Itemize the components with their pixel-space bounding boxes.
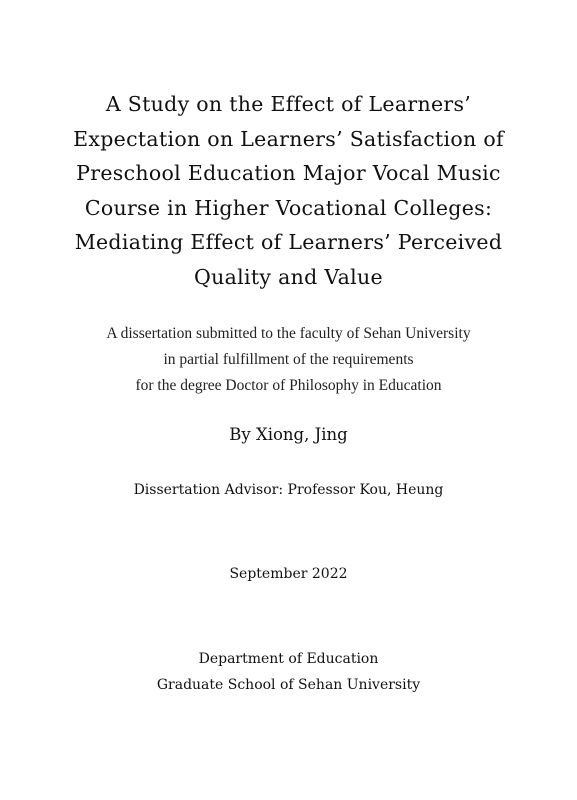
dissertation-title [0, 87, 577, 294]
title-line: Quality and Value [194, 264, 383, 289]
graduate-school-name: Graduate School of Sehan University [156, 677, 421, 693]
title-line: Course in Higher Vocational Colleges: [84, 195, 493, 220]
title-line: Expectation on Learners’ Satisfaction of [73, 126, 504, 151]
dissertation-advisor: Dissertation Advisor: Professor Kou, Heung [133, 482, 444, 498]
submission-date: September 2022 [229, 566, 348, 582]
institution-block [0, 646, 577, 698]
department-name: Department of Education [198, 651, 379, 667]
submission-line: A dissertation submitted to the faculty of Sehan University [106, 325, 471, 342]
author-name: By Xiong, Jing [229, 425, 348, 444]
submission-statement [0, 321, 577, 399]
submission-line: in partial fulfillment of the requirements [163, 351, 414, 368]
submission-line: for the degree Doctor of Philosophy in Education [135, 377, 442, 394]
title-line: A Study on the Effect of Learners’ [105, 92, 472, 116]
title-line: Mediating Effect of Learners’ Perceived [74, 230, 503, 254]
title-line: Preschool Education Major Vocal Music [76, 161, 501, 185]
